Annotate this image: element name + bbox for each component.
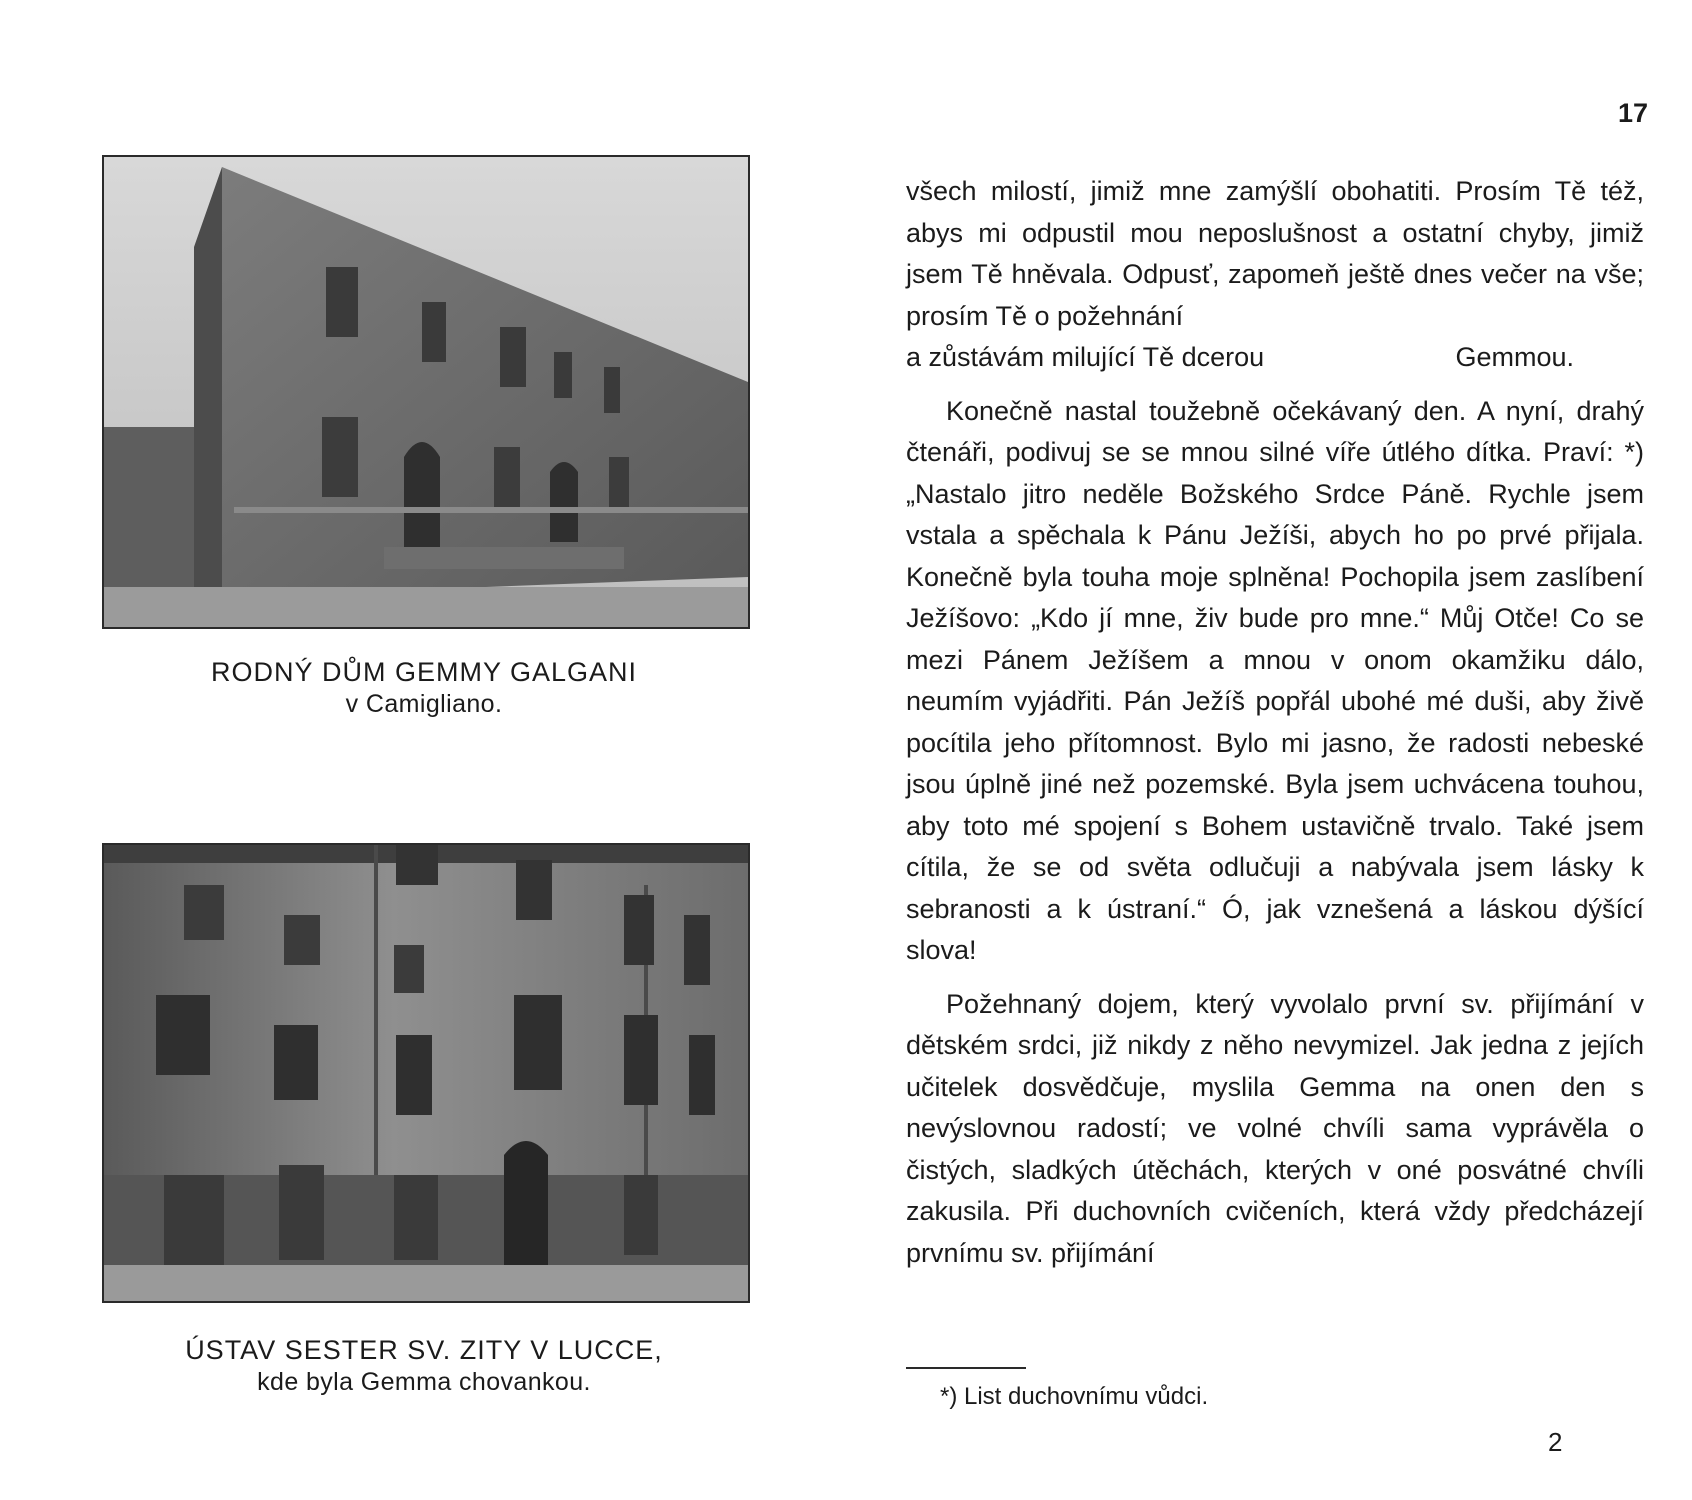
page-number: 17 [1617, 98, 1648, 128]
birth-house-illustration [104, 157, 748, 627]
birth-house-caption-subtitle: v Camigliano. [345, 690, 503, 718]
body-text-column [906, 171, 1644, 1274]
paragraph-first-communion: Konečně nastal toužebně očekávaný den. A nyní, drahý čtenáři, podivuj se se mnou silné víře útlého dítka. Praví: *) „Nastalo jitro neděle Božského Srdce Páně. Rychle jsem vstala a spěchala k Pánu Ježíši, abych ho po prvé přijala. Konečně byla touha moje splněna! Pochopila jsem zaslíbení Ježíšovo: „Kdo jí mne, živ bude pro mne.“ Můj Otče! Co se mezi Pánem Ježíšem a mnou v onom okamžiku dálo, neumím vyjádřiti. Pán Ježíš popřál ubohé mé duši, aby živě pocítila jeho přítomnost. Bylo mi jasno, že radosti nebeské jsou úplně jiné než pozemské. Byla jsem uchvácena touhou, aby toto mé spojení s Bohem ustavičně trvalo. Také jsem cítila, že se od světa odlučuji a nabývala jsem lásky k sebranosti a k ústraní.“ Ó, jak vznešená a láskou dýšící slova! [906, 395, 1644, 965]
birth-house-photo [102, 155, 750, 629]
institute-caption [102, 1334, 746, 1398]
birth-house-caption-title: RODNÝ DŮM GEMMY GALGANI [210, 657, 638, 687]
institute-caption-title: ÚSTAV SESTER SV. ZITY V LUCCE, [185, 1335, 663, 1365]
letter-closing-line [906, 337, 1644, 379]
opening-paragraph: všech milostí, jimiž mne zamýšlí obohatiti. Prosím Tě též, abys mi odpustil mou neposlušnost a ostatní chyby, jimiž jsem Tě hněvala. Odpusť, zapomeň ještě dnes večer na vše; prosím Tě o požehnání [906, 176, 1644, 331]
institute-caption-subtitle: kde byla Gemma chovankou. [257, 1368, 591, 1396]
footnote: *) List duchovnímu vůdci. [940, 1383, 1209, 1410]
letter-signature: Gemmou. [1455, 342, 1574, 372]
birth-house-caption [102, 656, 746, 720]
paragraph-impression: Požehnaný dojem, který vyvolalo první sv. přijímání v dětském srdci, již nikdy z něho nevymizel. Jak jedna z jejích učitelek dosvědčuje, myslila Gemma na onen den s nevýslovnou radostí; ve volné chvíli sama vyprávěla o čistých, sladkých útěchách, kterých v oné posvátné chvíli zakusila. Při duchovních cvičeních, která vždy předcházejí prvnímu sv. přijímání [906, 988, 1644, 1268]
institute-building-illustration [104, 845, 748, 1301]
footnote-divider [906, 1367, 1026, 1369]
printer-signature-mark: 2 [1548, 1427, 1563, 1457]
letter-closing-text: a zůstávám milující Tě dcerou [906, 342, 1265, 372]
institute-building-photo [102, 843, 750, 1303]
